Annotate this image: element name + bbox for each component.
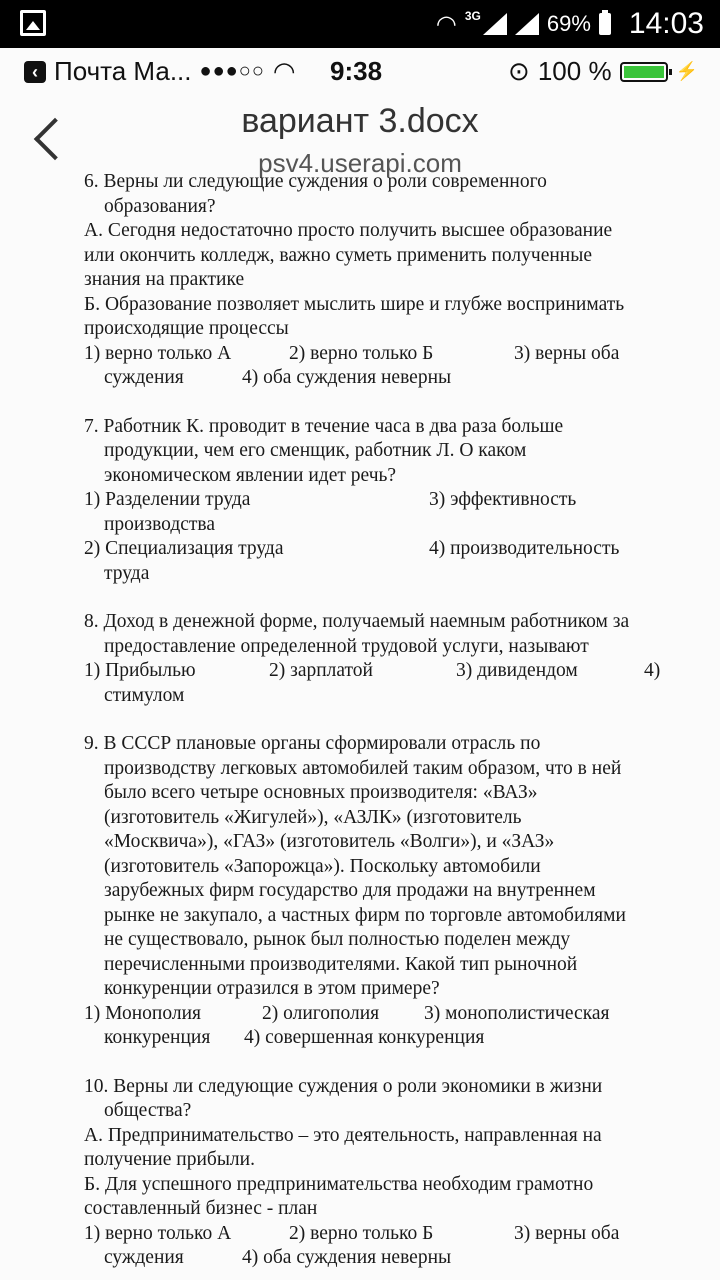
q6-options-row2 xyxy=(84,366,684,391)
q7-options-row4 xyxy=(84,562,684,587)
ios-wifi-icon: ◠ xyxy=(272,56,296,86)
q9-line: было всего четыре основных производителя: «ВАЗ» xyxy=(104,782,538,803)
cell-signal-dots: ●●●○○ xyxy=(199,60,265,82)
q9-line: перечисленными производителями. Какой тип рыночной xyxy=(104,953,578,975)
network-type-label: 3G xyxy=(464,9,481,23)
document-content xyxy=(84,171,684,1271)
ios-clock: 9:38 xyxy=(330,56,383,86)
back-arrow-icon: ‹ xyxy=(24,61,46,83)
battery-icon xyxy=(599,13,611,35)
q10-options-row1 xyxy=(84,1222,684,1247)
q9-line: производству легковых автомобилей таким образом, что в ней xyxy=(104,757,622,779)
q9-line: зарубежных фирм государство для продажи на внутреннем xyxy=(104,880,596,901)
q6-option-1: 1) верно только А xyxy=(84,342,232,364)
q9-line: рынке не закупало, а частных фирм по торговле автомобилями xyxy=(104,904,626,926)
document-host: psv4.userapi.com xyxy=(258,148,462,178)
q9-options-row1 xyxy=(84,1002,684,1027)
q9-line: (изготовитель «Жигулей»), «АЗЛК» (изготовитель xyxy=(104,806,522,828)
q6-option-2: 2) верно только Б xyxy=(289,342,434,364)
q6-option-4: 4) оба суждения неверны xyxy=(242,367,452,388)
q9-line: конкуренции отразился в этом примере? xyxy=(104,978,440,999)
document-viewer-screenshot xyxy=(0,48,720,1280)
q9-option-4: 4) совершенная конкуренция xyxy=(244,1027,485,1048)
q7-line3: экономическом явлении идет речь? xyxy=(104,464,397,486)
back-app-label: Почта Ма... xyxy=(54,56,192,86)
wifi-icon: ◠ xyxy=(435,10,457,38)
q6-a1: А. Сегодня недостаточно просто получить высшее образование xyxy=(84,220,613,241)
q7-option-3: 3) эффективность xyxy=(429,489,577,510)
ios-battery-icon xyxy=(620,62,668,82)
q6-line1: 6. Верны ли следующие суждения о роли современного xyxy=(84,171,547,192)
back-to-app-link[interactable] xyxy=(24,56,296,87)
q7-line2: продукции, чем его сменщик, работник Л. О каком xyxy=(104,440,527,461)
q7-line1: 7. Работник К. проводит в течение часа в два раза больше xyxy=(84,415,564,437)
android-status-right xyxy=(436,6,704,42)
q10-option-4: 4) оба суждения неверны xyxy=(242,1247,452,1268)
q8-option-4: 4) xyxy=(644,660,661,681)
q7-options-row2 xyxy=(84,513,684,538)
q10-option-3-cont: суждения xyxy=(104,1247,184,1268)
q9-option-3: 3) монополистическая xyxy=(424,1002,610,1024)
q10-b2: составленный бизнес - план xyxy=(84,1198,318,1219)
q7-options-row1 xyxy=(84,488,684,513)
q6-option-3: 3) верны оба xyxy=(514,342,620,364)
rotation-lock-icon: ⊙ xyxy=(508,56,530,86)
q9-line: «Москвича»), «ГАЗ» (изготовитель «Волги»), и «ЗАЗ» xyxy=(104,831,555,852)
gallery-notification-icon xyxy=(20,10,46,36)
question-6 xyxy=(84,170,684,391)
q7-option-1: 1) Разделении труда xyxy=(84,489,251,510)
ios-status-right xyxy=(508,56,698,87)
question-10 xyxy=(84,1075,684,1271)
q10-b1: Б. Для успешного предпринимательства необходим грамотно xyxy=(84,1173,594,1195)
q9-line: (изготовитель «Запорожца»). Поскольку автомобили xyxy=(104,855,541,877)
q10-a2: получение прибыли. xyxy=(84,1149,255,1170)
q6-b2: происходящие процессы xyxy=(84,318,289,339)
q8-line1: 8. Доход в денежной форме, получаемый наемным работником за xyxy=(84,611,630,632)
q6-option-3-cont: суждения xyxy=(104,367,184,388)
q7-option-4: 4) производительность xyxy=(429,538,620,559)
q10-option-2: 2) верно только Б xyxy=(289,1222,434,1244)
android-status-bar xyxy=(0,0,720,48)
question-9 xyxy=(84,732,684,1051)
q9-option-3-cont: конкуренция xyxy=(104,1027,211,1048)
q7-option-2: 2) Специализация труда xyxy=(84,538,284,559)
q10-option-3: 3) верны оба xyxy=(514,1222,620,1244)
signal-icon-2 xyxy=(515,13,539,35)
q7-options-row3 xyxy=(84,537,684,562)
ios-status-bar xyxy=(0,48,720,94)
q9-line: не существовало, рынок был полностью поделен между xyxy=(104,929,571,950)
question-7 xyxy=(84,415,684,587)
q8-option-3: 3) дивидендом xyxy=(456,660,578,681)
q10-options-row2 xyxy=(84,1246,684,1271)
ios-battery-percent: 100 % xyxy=(537,56,612,86)
q6-a2: или окончить колледж, важно суметь применить полученные xyxy=(84,244,592,266)
q10-line2: общества? xyxy=(104,1100,192,1121)
q7-option-1-cont: производства xyxy=(104,513,216,535)
q8-option-1: 1) Прибылью xyxy=(84,660,196,681)
charging-icon: ⚡ xyxy=(675,61,698,81)
q8-option-2: 2) зарплатой xyxy=(269,660,373,681)
q9-option-1: 1) Монополия xyxy=(84,1002,201,1024)
q10-option-1: 1) верно только А xyxy=(84,1222,232,1244)
question-8 xyxy=(84,610,684,708)
document-title: вариант 3.docx xyxy=(241,102,479,140)
q6-a3: знания на практике xyxy=(84,269,245,290)
q9-line: 9. В СССР плановые органы сформировали отрасль по xyxy=(84,733,541,754)
q9-options-row2 xyxy=(84,1026,684,1051)
q8-option-4-cont: стимулом xyxy=(104,684,185,706)
q6-options-row1 xyxy=(84,342,684,367)
q10-line1: 10. Верны ли следующие суждения о роли экономики в жизни xyxy=(84,1075,603,1097)
android-clock: 14:03 xyxy=(628,7,704,40)
q8-line2: предоставление определенной трудовой услуги, называют xyxy=(104,635,589,657)
q8-options-row1 xyxy=(84,659,684,684)
q10-a1: А. Предпринимательство – это деятельность, направленная на xyxy=(84,1124,602,1146)
q6-line2: образования? xyxy=(104,195,216,217)
q7-option-2-cont: труда xyxy=(104,562,150,584)
q8-options-row2 xyxy=(84,684,684,709)
q9-option-2: 2) олигополия xyxy=(262,1002,380,1024)
q6-b1: Б. Образование позволяет мыслить шире и глубже воспринимать xyxy=(84,293,625,315)
battery-percent: 69% xyxy=(546,11,591,36)
signal-icon xyxy=(483,13,507,35)
